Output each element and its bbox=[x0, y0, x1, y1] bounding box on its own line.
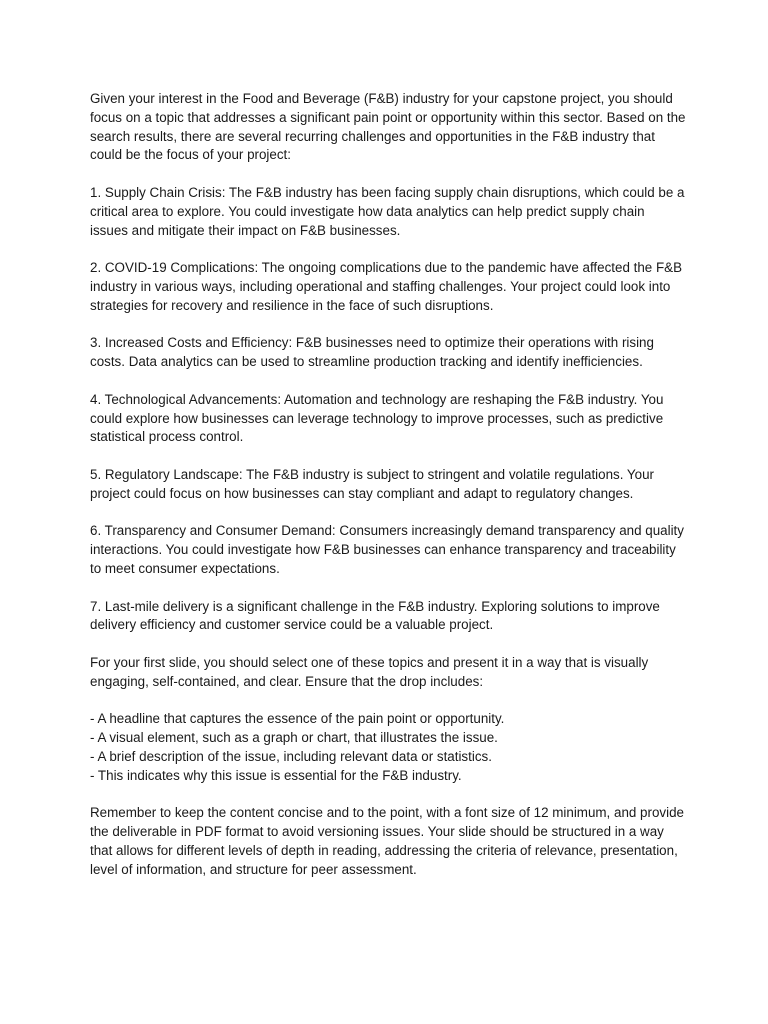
slide-instructions-paragraph: For your first slide, you should select one of these topics and present it in a way that is visually engaging, self-contained, and clear. Ensure that the drop includes: bbox=[90, 654, 649, 689]
topic-item-1: 1. Supply Chain Crisis: The F&B industry has been facing supply chain disruptions, which could be a critical area to explore. You could investigate how data analytics can help predict supply chain issues and mitigate their impact on F&B businesses. bbox=[90, 184, 685, 238]
topic-item-5: 5. Regulatory Landscape: The F&B industry is subject to stringent and volatile regulations. Your project could focus on how businesses can stay compliant and adapt to regulatory changes. bbox=[90, 466, 654, 501]
requirement-item: - A headline that captures the essence of the pain point or opportunity. bbox=[90, 711, 505, 727]
topic-item-4: 4. Technological Advancements: Automation and technology are reshaping the F&B industry. You could explore how businesses can leverage technology to improve processes, such as predictive statistical process control. bbox=[90, 391, 664, 445]
document-page bbox=[90, 90, 686, 898]
topic-item-6: 6. Transparency and Consumer Demand: Consumers increasingly demand transparency and quality interactions. You could investigate how F&B businesses can enhance transparency and traceability to meet consumer expectations. bbox=[90, 523, 684, 576]
intro-paragraph: Given your interest in the Food and Beverage (F&B) industry for your capstone project, you should focus on a topic that addresses a significant pain point or opportunity within this sector. Based on the search results, there are several recurring challenges and opportunities in the F&B industry that could be the focus of your project: bbox=[90, 91, 686, 163]
topic-item-7: 7. Last-mile delivery is a significant challenge in the F&B industry. Exploring solutions to improve delivery efficiency and customer service could be a valuable project. bbox=[90, 598, 660, 633]
requirement-item: - A brief description of the issue, including relevant data or statistics. bbox=[90, 748, 492, 764]
requirement-item: - A visual element, such as a graph or chart, that illustrates the issue. bbox=[90, 730, 498, 746]
requirement-item: - This indicates why this issue is essential for the F&B industry. bbox=[90, 767, 462, 783]
requirements-list bbox=[90, 710, 686, 785]
topic-item-3: 3. Increased Costs and Efficiency: F&B businesses need to optimize their operations with rising costs. Data analytics can be used to streamline production tracking and identify inefficiencies. bbox=[90, 335, 654, 370]
topic-item-2: 2. COVID-19 Complications: The ongoing complications due to the pandemic have affected the F&B industry in various ways, including operational and staffing challenges. Your project could look into strategies for recovery and resilience in the face of such disruptions. bbox=[90, 260, 683, 313]
closing-paragraph: Remember to keep the content concise and to the point, with a font size of 12 minimum, and provide the deliverable in PDF format to avoid versioning issues. Your slide should be structured in a way that allows for different levels of depth in reading, addressing the criteria of relevance, presentation, level of information, and structure for peer assessment. bbox=[90, 805, 684, 877]
